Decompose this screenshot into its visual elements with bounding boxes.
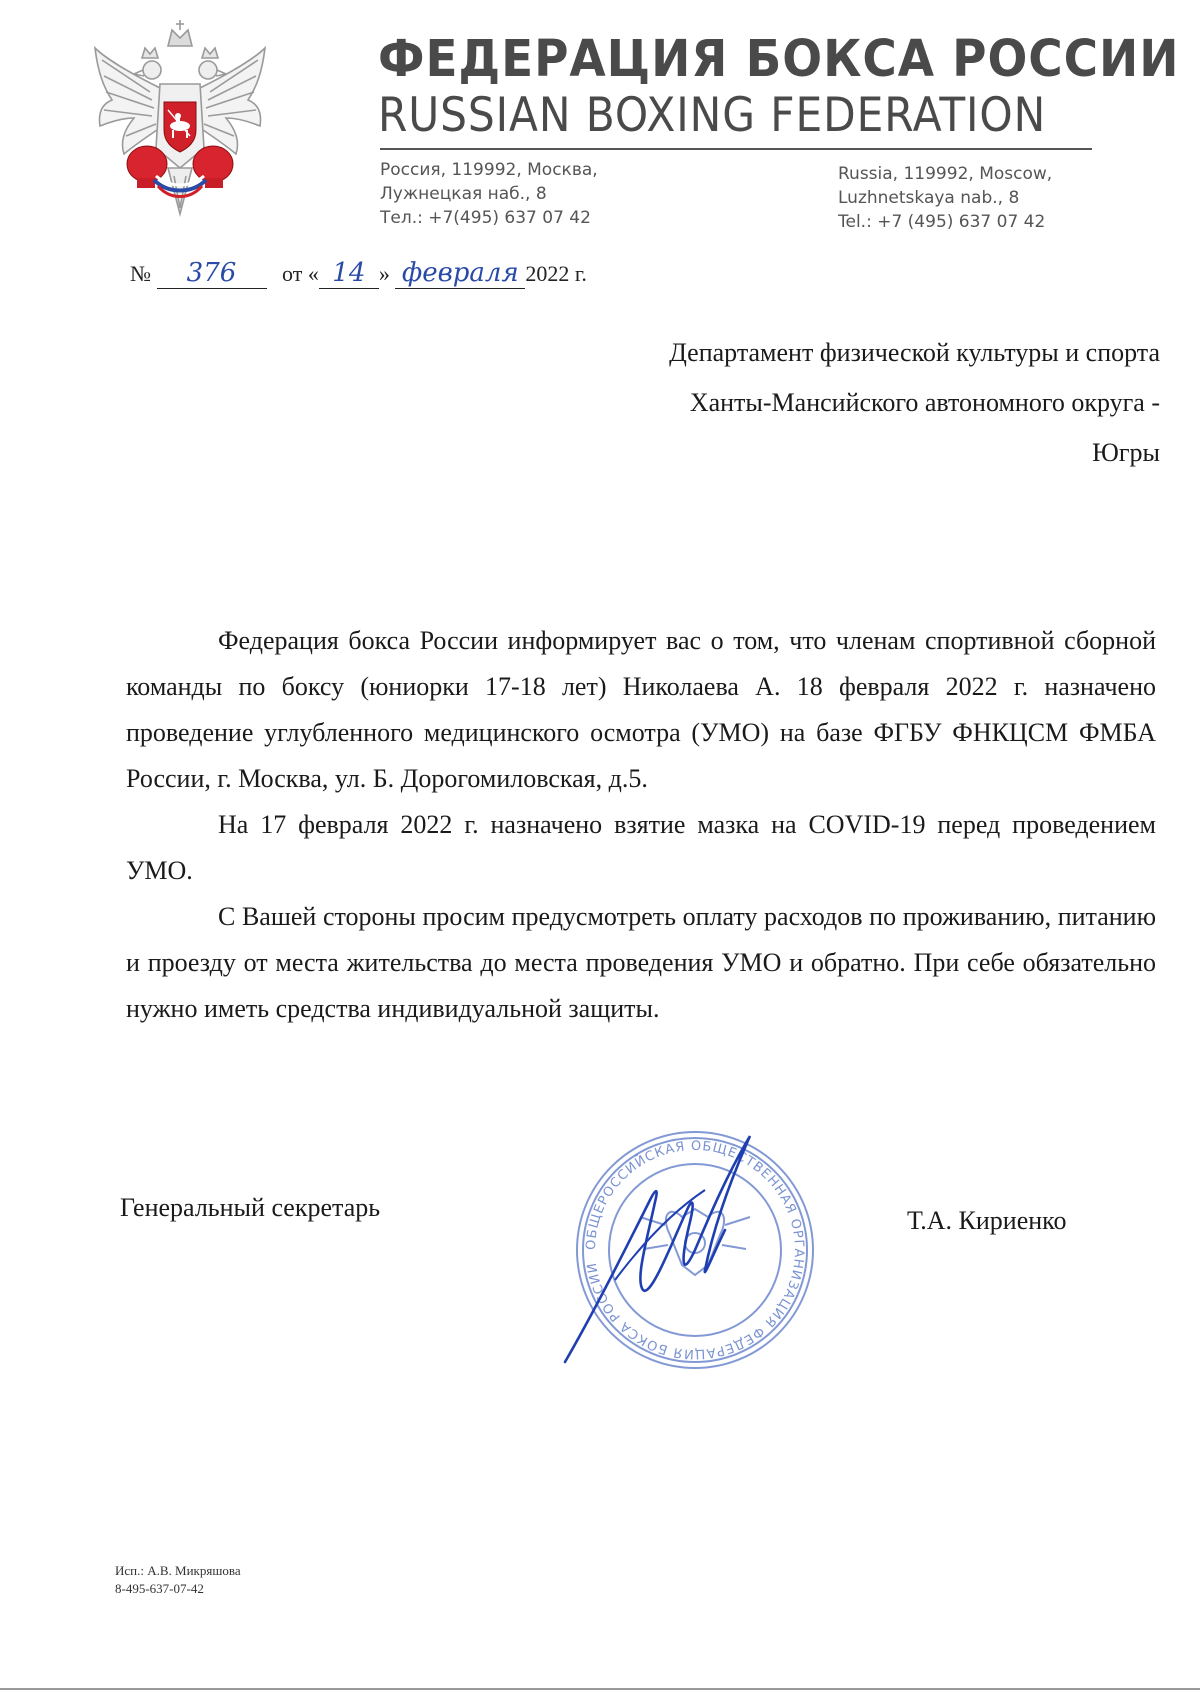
executor-name: Исп.: А.В. Микряшова	[115, 1563, 241, 1578]
body-paragraph: С Вашей стороны просим предусмотреть оплату расходов по проживанию, питанию и проезду от места жительства до места проведения УМО и обратно. При себе обязательно нужно иметь средства индивидуальной защиты.	[126, 902, 1156, 1023]
number-value: 376	[186, 258, 237, 288]
scan-edge-divider	[0, 1688, 1200, 1690]
addressee-block	[669, 328, 1160, 478]
number-label: №	[130, 261, 151, 286]
month-field	[395, 258, 525, 289]
body-paragraph: Федерация бокса России информирует вас о том, что членам спортивной сборной команды по боксу (юниорки 17-18 лет) Николаева А. 18 февраля 2022 г. назначено проведение углубленного медицинского осмотра (УМО) на базе ФГБУ ФНКЦСМ ФМБА России, г. Москва, ул. Б. Дорогомиловская, д.5.	[126, 626, 1156, 793]
address-en-line: Luzhnetskaya nab., 8	[838, 188, 1020, 208]
stamp-text: ОБЩЕРОССИЙСКАЯ ОБЩЕСТВЕННАЯ ОРГАНИЗАЦИЯ ФЕДЕРАЦИЯ БОКСА РОССИИ	[583, 1138, 807, 1362]
addressee-line: Ханты-Мансийского автономного округа -	[689, 388, 1160, 417]
registration-line	[130, 258, 587, 289]
addressee-line: Югры	[1092, 438, 1160, 467]
address-en	[838, 162, 1052, 234]
address-ru-line: Россия, 119992, Москва,	[380, 160, 598, 180]
number-field	[157, 258, 267, 289]
address-en-line: Russia, 119992, Moscow,	[838, 164, 1053, 184]
letter-body	[126, 618, 1156, 1032]
month-value: февраля	[401, 258, 519, 288]
org-name-en: RUSSIAN BOXING FEDERATION	[378, 88, 1047, 143]
signatory-role: Генеральный секретарь	[120, 1193, 381, 1222]
handwritten-signature-icon	[555, 1130, 785, 1370]
address-ru-line: Лужнецкая наб., 8	[380, 184, 547, 204]
addressee-line: Департамент физической культуры и спорта	[669, 338, 1160, 367]
org-name-ru: ФЕДЕРАЦИЯ БОКСА РОССИИ	[378, 30, 1180, 89]
address-en-line: Tel.: +7 (495) 637 07 42	[838, 212, 1046, 232]
executor-phone: 8-495-637-07-42	[115, 1581, 204, 1596]
executor-block	[115, 1562, 241, 1598]
year-suffix: 2022 г.	[525, 261, 587, 286]
date-from-label: от «	[282, 261, 319, 286]
day-value: 14	[332, 258, 366, 288]
day-close: »	[378, 261, 390, 286]
header-divider	[380, 148, 1092, 150]
day-field	[319, 258, 379, 289]
federation-emblem-icon	[90, 18, 270, 228]
signatory-name: Т.А. Кириенко	[907, 1206, 1067, 1235]
address-ru	[380, 158, 598, 230]
body-paragraph: На 17 февраля 2022 г. назначено взятие мазка на COVID-19 перед проведением УМО.	[126, 810, 1156, 885]
address-ru-line: Тел.: +7(495) 637 07 42	[380, 208, 591, 228]
